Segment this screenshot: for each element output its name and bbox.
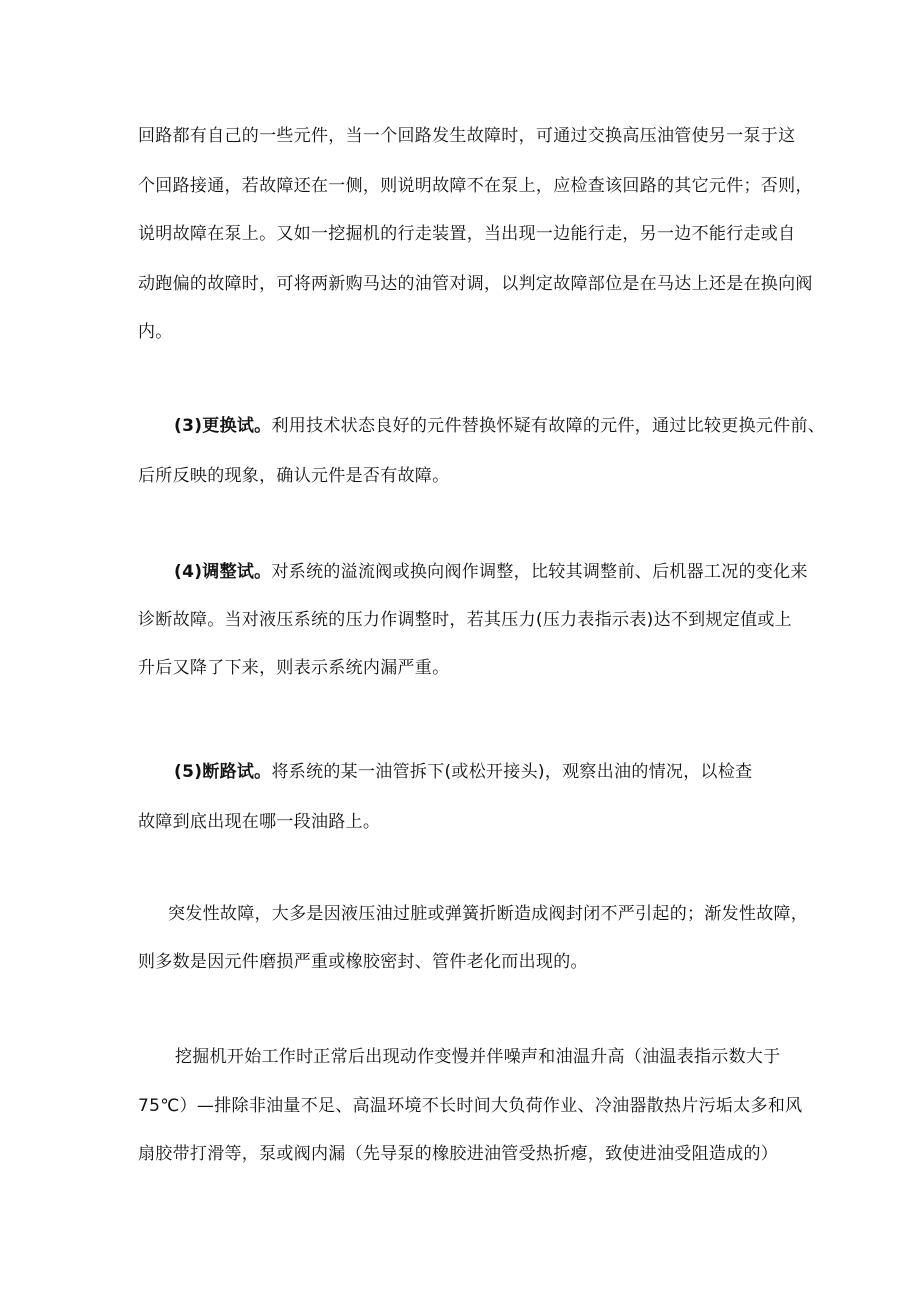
- text-line: 说明故障在泵上。又如一挖掘机的行走装置，当出现一边能行走，另一边不能行走或自: [138, 224, 796, 244]
- text-line: 后所反映的现象，确认元件是否有故障。: [138, 466, 450, 486]
- item-text: 将系统的某一油管拆下(或松开接头)，观察出油的情况，以检查: [271, 762, 753, 782]
- text-line: 回路都有自己的一些元件，当一个回路发生故障时，可通过交换高压油管使另一泵于这: [138, 126, 796, 146]
- text-line: [174, 414, 825, 438]
- text-line: 升后又降了下来，则表示系统内漏严重。: [138, 658, 450, 678]
- item-heading: (5)断路试。: [174, 762, 272, 782]
- text-line: 扇胶带打滑等，泵或阀内漏（先导泵的橡胶进油管受热折瘪，致使进油受阻造成的）: [138, 1144, 779, 1164]
- text-line: 挖掘机开始工作时正常后出现动作变慢并伴噪声和油温升高（油温表指示数大于: [175, 1047, 781, 1067]
- text-line: 突发性故障，大多是因液压油过脏或弹簧折断造成阀封闭不严引起的；渐发性故障，: [168, 904, 809, 924]
- item-heading: (3)更换试。: [174, 416, 272, 436]
- text-line: 诊断故障。当对液压系统的压力作调整时，若其压力(压力表指示表)达不到规定值或上: [138, 610, 792, 630]
- text-line: 个回路接通，若故障还在一侧，则说明故障不在泵上，应检查该回路的其它元件；否则，: [138, 176, 813, 196]
- text-line: 则多数是因元件磨损严重或橡胶密封、管件老化而出现的。: [138, 952, 588, 972]
- item-heading: (4)调整试。: [174, 562, 272, 582]
- text-line: [174, 560, 808, 584]
- text-line: 动跑偏的故障时，可将两新购马达的油管对调，以判定故障部位是在马达上还是在换向阀: [138, 274, 813, 294]
- item-text: 对系统的溢流阀或换向阀作调整，比较其调整前、后机器工况的变化来: [271, 562, 808, 582]
- text-line: [174, 760, 752, 784]
- text-line: 内。: [138, 322, 173, 342]
- text-line: 75℃）—排除非油量不足、高温环境不长时间大负荷作业、冷油器散热片污垢太多和风: [138, 1096, 803, 1116]
- text-line: 故障到底出现在哪一段油路上。: [138, 812, 381, 832]
- item-text: 利用技术状态良好的元件替换怀疑有故障的元件，通过比较更换元件前、: [271, 416, 826, 436]
